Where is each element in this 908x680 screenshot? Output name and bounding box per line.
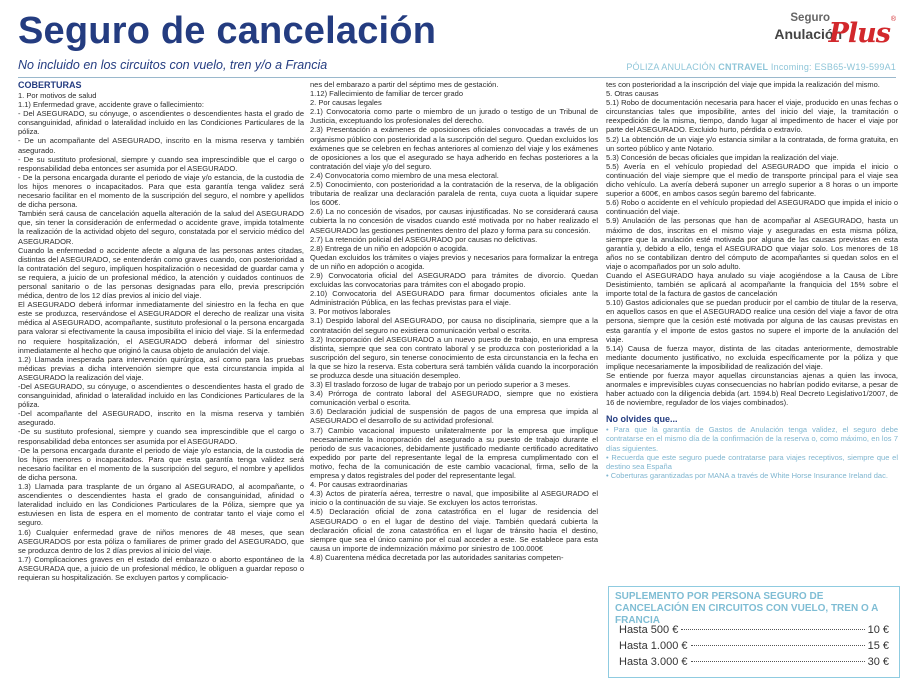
reminders-list [606, 425, 898, 480]
supplement-row [619, 656, 889, 668]
clause-text: 4.5) Declaración oficial de zona catastrófica en el lugar de residencia del ASEGURADO o en el lugar de destino del viaje. También quedará cubierta la declaración oficial de zona catastrófica en el lugar de tránsito hacia el destino, siempre que sea el único camino por el cual acceder a este. Se establece para esta causa un importe de indemnización máximo por siniestro de 100.000€ [310, 507, 598, 553]
reminder-item: • Para que la garantía de Gastos de Anulación tenga validez, el seguro debe contratarse en el mismo día de la confirmación de la reserva o, como máximo, en los 7 días siguientes. [606, 425, 898, 453]
clause-text: 5.1) Robo de documentación necesaria para hacer el viaje, producido en unas fechas o circunstancias tales que imposibilite, antes del inicio del viaje, la tramitación o reexpedición de la misma, tiempo, dando lugar al impedimento de hacer el viaje por parte del ASEGURADO. Excluido hurto, pérdida o extravío. [606, 98, 898, 135]
supplement-row-label: Hasta 1.000 € [619, 640, 688, 652]
clause-text: 1.2) Llamada inesperada para intervención quirúrgica, así como para las pruebas médicas previas a dicha intervención siempre que esta circunstancia impida al ASEGURADO la realización del viaje. [18, 354, 304, 382]
logo-line-1: Seguro [790, 12, 830, 24]
section-heading: 5. Otras causas [606, 89, 659, 99]
clause-text: 5.10) Gastos adicionales que se puedan producir por el cambio de titular de la reserva, en aquellos casos en que el ASEGURADO realice una cesión del viaje a favor de otra persona, siempre que la cesión esté motivada por alguna de las causas previstas en esta garantía y el importe de estos gastos no supere el importe de la anulación del viaje. [606, 298, 898, 344]
logo-line-2: Anulación [774, 26, 842, 42]
coverage-column-3-text [606, 80, 898, 407]
page-subtitle: No incluido en los circuitos con vuelo, tren y/o a Francia [18, 58, 328, 72]
clause-text: Cuando el ASEGURADO haya anulado su viaje acogiéndose a la Causa de Libre Desistimiento, también se aplicará al acompañante la franquicia del 15% sobre el importe total de la factura de gastos de cancelación [606, 270, 898, 299]
clause-text: 3.2) Incorporación del ASEGURADO a un nuevo puesto de trabajo, en una empresa distinta, siempre que sea con contrato laboral y se produzca con posterioridad a la suscripción del seguro, sin tenerse conocimiento de esta circunstancia en la fecha en la que se hizo la reserva. Esta cobertura será también válida cuando la incorporación se produzca desde una situación desempleo. [310, 334, 598, 380]
clause-text: 2.6) La no concesión de visados, por causas injustificadas. No se considerará causa cubierta la no concesión de visados cuando esté motivada por no haber realizado el ASEGURADO las gestiones pertinentes dentro del plazo y forma para su concesión. [310, 207, 598, 235]
supplement-row-price: 30 € [867, 656, 889, 668]
clause-text: -Del ASEGURADO, su cónyuge, o ascendientes o descendientes hasta el grado de consanguinidad, afinidad o lateralidad incluido en las Condiciones Particulares de la póliza. [18, 382, 304, 410]
coverage-column-2 [310, 80, 598, 678]
dotted-leader [691, 645, 865, 646]
policy-prefix: PÓLIZA ANULACIÓN [626, 62, 719, 72]
reminder-item: • Coberturas garantizadas por MANA a través de White Horse Insurance Ireland dac. [606, 470, 888, 480]
clause-text: nes del embarazo a partir del séptimo mes de gestación. [310, 80, 499, 89]
clause-text: 2.5) Conocimiento, con posterioridad a la contratación de la reserva, de la obligación tributaria de realizar una declaración paralela de renta, cuya cuota a liquidar supere los 600€. [310, 180, 598, 208]
clause-text: - De un acompañante del ASEGURADO, inscrito en la misma reserva y también asegurado. [18, 136, 304, 155]
clause-text: 2.7) La retención policial del ASEGURADO por causas no delictivas. [310, 234, 538, 244]
clause-text: El ASEGURADO deberá informar inmediatamente del siniestro en la fecha en que este se produzca, reservándose el ASEGURADOR el derecho de realizar una visita médica al ASEGURADO, acompañante, sustituto profesional o la persona encargada para valorar si efectivamente la causa imposibilita el inicio del viaje. Si la enfermedad no requiere hospitalización, el ASEGURADO deberá informar del siniestro inmediatamente al hecho que originó la causa objeto de anulación del viaje. [18, 300, 304, 355]
clause-text: - De su sustituto profesional, siempre y cuando sea imprescindible que el cargo o responsabilidad deba entonces ser asumida por el ASEGURADO. [18, 154, 304, 173]
clause-text: 2.1) Convocatoria como parte o miembro de un jurado o testigo de un Tribunal de Justicia, exceptuando los profesionales del derecho. [310, 107, 598, 126]
clause-text: 2.4) Convocatoria como miembro de una mesa electoral. [310, 170, 499, 180]
clause-text: 5.6) Robo o accidente en el vehículo propiedad del ASEGURADO que impida el inicio o continuación del viaje. [606, 198, 898, 217]
clause-text: Se entiende por fuerza mayor aquellas circunstancias ajenas a quien las invoca, anormales e imprevisibles cuyas consecuencias no habrían podido evitarse, a pesar de haber actuado con la diligencia debida (art. 1594.b) Real Decreto Legislativo1/2007, de 16 de noviembre, regulador de los viajes combinados). [606, 371, 898, 408]
coverage-column-1 [18, 80, 304, 678]
policy-reference [626, 62, 896, 72]
clause-text: -De la persona encargada durante el periodo de viaje y/o estancia, de la custodia de los hijos menores o incapacitados. Para que esta garantía tenga validez será necesario facilitar en el momento de la suscripción del seguro, el nombre y apellidos de dicha persona. [18, 445, 304, 482]
clause-text: 5.3) Concesión de becas oficiales que impidan la realización del viaje. [606, 152, 839, 162]
supplement-row-price: 10 € [867, 624, 889, 636]
policy-suffix: Incoming: ESB65-W19-599A1 [768, 62, 896, 72]
supplement-title: SUPLEMENTO POR PERSONA SEGURO DE CANCELACIÓN EN CIRCUITOS CON VUELO, TREN O A FRANCIA [615, 591, 878, 626]
clause-text: 5.14) Causa de fuerza mayor, distinta de las citadas anteriormente, demostrable mediante documento justificativo, no excluida específicamente por la póliza y que implique necesariamente la imposibilidad de realización del viaje. [606, 343, 898, 371]
clause-text: - Del ASEGURADO, su cónyuge, o ascendientes o descendientes hasta el grado de consanguinidad, afinidad o lateralidad incluido en las Condiciones Particulares de la póliza. [18, 109, 304, 137]
clause-text: Cuando la enfermedad o accidente afecte a alguna de las personas antes citadas, distintas del ASEGURADO, se entenderán como graves cuando, con posterioridad a la contratación del seguro, impliquen hospitalización o necesidad de guardar cama y se requiera, a juicio de un profesional médico, la atención y cuidados continuos de personal sanitario o de las personas designadas para ello, previa prescripción médica, dentro de los 12 días previos al inicio del viaje. [18, 245, 304, 301]
section-heading: 2. Por causas legales [310, 98, 382, 108]
clause-text: 5.5) Avería en el vehículo propiedad del ASEGURADO que impida el inicio o continuación del viaje siempre que el medio de transporte principal para el viaje sea dicho vehículo. La avería deberá suponer un arreglo superior a 8 horas o un importe superior a 600€, en ambos casos según baremo del fabricante. [606, 161, 898, 199]
reminder-item: • Recuerda que este seguro puede contratarse para viajes receptivos, siempre que el destino sea España [606, 452, 898, 471]
seguro-anulacion-plus-logo [696, 10, 896, 50]
dotted-leader [691, 661, 865, 662]
clause-text: Quedan excluidos los trámites o viajes previos y necesarios para formalizar la entrega de un niño en adopción o acogida. [310, 252, 598, 271]
clause-text: 3.4) Prórroga de contrato laboral del ASEGURADO, siempre que no existiera comunicación verbal o escrita. [310, 389, 598, 408]
clause-text: 2.3) Presentación a exámenes de oposiciones oficiales convocadas a través de un organismo público con posterioridad a la suscripción del seguro. Quedan excluidos los exámenes que se celebren en fechas anteriores al comienzo del viaje y los exámenes de oposiciones a los que el asegurado se haya adherido en fechas posteriores a la contratación del viaje y/o del seguro. [310, 125, 598, 171]
page-title: Seguro de cancelación [18, 10, 437, 52]
reminders-title: No olvides que... [606, 414, 678, 425]
supplement-row-price: 15 € [867, 640, 889, 652]
clause-text: 4.8) Cuarentena médica decretada por las autoridades sanitarias competen- [310, 552, 564, 562]
clause-text: tes con posterioridad a la inscripción del viaje que impida la realización del mismo. [606, 80, 880, 89]
supplement-box [608, 586, 900, 678]
clause-text: 1.12) Fallecimiento de familiar de tercer grado [310, 89, 463, 99]
supplement-row [619, 640, 889, 652]
logo-registered-mark: ® [890, 16, 896, 23]
clause-text: 3.6) Declaración judicial de suspensión de pagos de una empresa que impida al ASEGURADO el desarrollo de su actividad profesional. [310, 407, 598, 426]
clause-text: -Del acompañante del ASEGURADO, inscrito en la misma reserva y también asegurado. [18, 409, 304, 428]
logo-plus: Plus [828, 18, 890, 49]
clause-text: 1.3) Llamada para trasplante de un órgano al ASEGURADO, al acompañante, o ascendientes o descendientes hasta el grado de consanguinidad, afinidad o lateralidad incluido en las Condiciones Particulares de la Póliza, siempre que ya estuviesen en lista de espera en el momento de contratar tanto el viaje como el seguro. [18, 482, 304, 528]
supplement-row-label: Hasta 500 € [619, 624, 679, 636]
supplement-row [619, 624, 889, 636]
supplement-row-label: Hasta 3.000 € [619, 656, 688, 668]
clause-text: -De su sustituto profesional, siempre y cuando sea imprescindible que el cargo o responsabilidad deba entonces ser asumida por el ASEGURADO. [18, 427, 304, 446]
header-divider [18, 77, 896, 78]
clause-text: 1.1) Enfermedad grave, accidente grave o fallecimiento: [18, 100, 204, 110]
policy-name: CNTRAVEL [718, 62, 769, 72]
clause-text: 3.7) Cambio vacacional impuesto unilateralmente por la empresa que implique necesariamente la incorporación del asegurado a su puesto de trabajo durante el periodo de sus vacaciones, debidamente justificado mediante certificado acreditativo expedido por parte del representante legal de la empresa cumplimentado con el motivo, fecha de la comunicación de este cambio vacacional, firma, sello de la empresa y datos registrales del poder del representante legal. [310, 425, 598, 481]
clause-text: También será causa de cancelación aquella alteración de la salud del ASEGURADO que, sin tener la consideración de enfermedad o accidente grave, impida totalmente la realización de la actividad objeto del seguro, constatada por el servicio médico del ASEGURADOR. [18, 209, 304, 246]
section-heading: 4. Por causas extraordinarias [310, 480, 408, 490]
clause-text: 2.8) Entrega de un niño en adopción o acogida. [310, 243, 469, 253]
clause-text: 3.1) Despido laboral del ASEGURADO, por causa no disciplinaria, siempre que a la contratación del seguro no existiera comunicación verbal o escrita. [310, 316, 598, 335]
clause-text: 4.3) Actos de piratería aérea, terrestre o naval, que imposibilite al ASEGURADO el inicio o la continuación de su viaje. Se excluyen los actos terroristas. [310, 489, 598, 508]
clause-text: 3.3) El traslado forzoso de lugar de trabajo por un periodo superior a 3 meses. [310, 380, 571, 390]
clause-text: 5.9) Anulación de las personas que han de acompañar al ASEGURADO, hasta un máximo de dos, inscritas en el mismo viaje y aseguradas en esta misma póliza, siempre que la anulación esté motivada por alguna de las causas previstas en esta garantía y, debido a ello, tenga el ASEGURADO que viajar solo. Los menores de 18 años no se contabilizan dentro del cómputo de acompañantes si quedan solos en el viaje o acompañados por un solo adulto. [606, 216, 898, 271]
clause-text: 2.10) Convocatoria del ASEGURADO para firmar documentos oficiales ante la Administración Pública, en las fechas previstas para el viaje. [310, 289, 598, 308]
clause-text: 2.9) Convocatoria oficial del ASEGURADO para trámites de divorcio. Quedan excluidas las convocatorias para trámites con el abogado propio. [310, 270, 598, 290]
clause-text: 5.2) La obtención de un viaje y/o estancia similar a la contratada, de forma gratuita, en un sorteo público y ante Notario. [606, 134, 898, 153]
clause-text: - De la persona encargada durante el periodo de viaje y/o estancia, de la custodia de los hijos menores o incapacitados. Para que esta garantía tenga validez será necesario facilitar en el momento de la suscripción del seguro, el nombre y apellidos de dicha persona. [18, 172, 304, 210]
section-heading: COBERTURAS [18, 80, 82, 90]
section-heading: 1. Por motivos de salud [18, 91, 97, 100]
clause-text: 1.6) Cualquier enfermedad grave de niños menores de 48 meses, que sean ASEGURADOS por esta póliza o familiares de primer grado del ASEGURADO, que se produzca dentro de los 2 días previos al inicio del viaje. [18, 527, 304, 555]
section-heading: 3. Por motivos laborales [310, 307, 391, 317]
dotted-leader [681, 629, 864, 630]
clause-text: 1.7) Complicaciones graves en el estado del embarazo o aborto espontáneo de la ASEGURADA que, a juicio de un profesional médico, le obliguen a guardar reposo o requieran su hospitalización. Se excluyen partos y complicacio- [18, 554, 304, 582]
